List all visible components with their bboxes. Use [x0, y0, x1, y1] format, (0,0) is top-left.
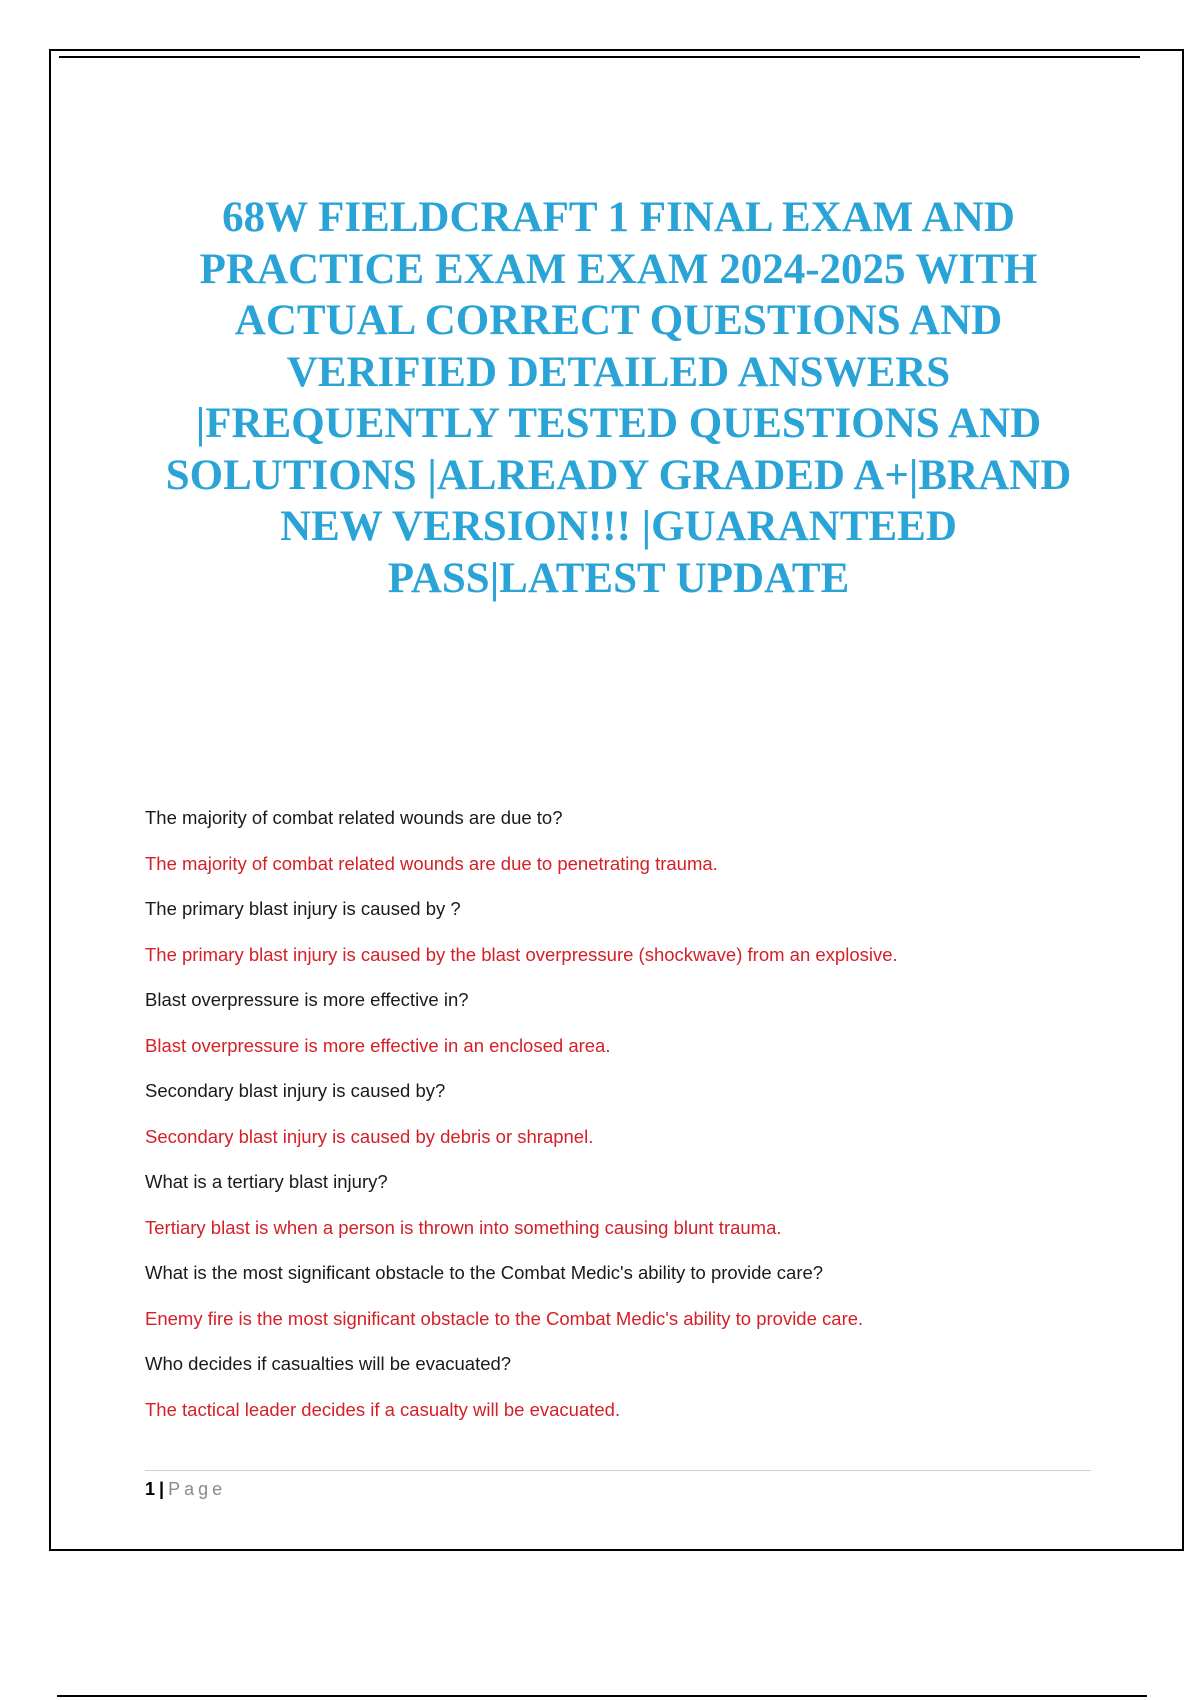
footer-rule — [145, 1470, 1091, 1471]
title-line: ACTUAL CORRECT QUESTIONS AND — [234, 297, 1003, 344]
answer-text: The tactical leader decides if a casualty will be evacuated. — [145, 1398, 621, 1420]
question-text: What is the most significant obstacle to the Combat Medic's ability to provide care? — [145, 1262, 824, 1283]
title-line: PRACTICE EXAM EXAM 2024-2025 WITH — [199, 245, 1038, 293]
top-rule — [59, 56, 1140, 58]
page-separator: | — [159, 1479, 165, 1499]
title-line: SOLUTIONS |ALREADY GRADED A+|BRAND — [165, 451, 1072, 499]
bottom-rule — [57, 1695, 1147, 1697]
question-text: Secondary blast injury is caused by? — [145, 1080, 446, 1101]
title-line: 68W FIELDCRAFT 1 FINAL EXAM AND — [222, 194, 1015, 241]
answer-text: Tertiary blast is when a person is thrown into something causing blunt trauma. — [145, 1216, 782, 1238]
answer-text: The primary blast injury is caused by the blast overpressure (shockwave) from an explosive. — [145, 943, 898, 965]
question-text: What is a tertiary blast injury? — [145, 1171, 388, 1192]
page-footer — [145, 1478, 226, 1500]
answer-text: Enemy fire is the most significant obstacle to the Combat Medic's ability to provide care. — [145, 1307, 864, 1329]
answer-text: Secondary blast injury is caused by debris or shrapnel. — [145, 1125, 594, 1147]
answer-text: Blast overpressure is more effective in an enclosed area. — [145, 1034, 611, 1056]
page-number: 1 — [145, 1479, 156, 1499]
question-text: Blast overpressure is more effective in? — [145, 989, 469, 1010]
answer-text: The majority of combat related wounds are due to penetrating trauma. — [145, 852, 718, 874]
question-text: The majority of combat related wounds are due to? — [145, 807, 563, 828]
title-line: VERIFIED DETAILED ANSWERS — [286, 348, 951, 396]
question-text: The primary blast injury is caused by ? — [145, 898, 461, 919]
title-line: |FREQUENTLY TESTED QUESTIONS AND — [195, 400, 1042, 447]
document-title — [151, 192, 1086, 604]
page-frame — [49, 49, 1184, 1551]
title-line: NEW VERSION!!! |GUARANTEED — [280, 503, 957, 550]
question-text: Who decides if casualties will be evacuated? — [145, 1353, 512, 1374]
page-label: Page — [168, 1479, 227, 1499]
qa-list — [145, 807, 1125, 1444]
title-line: PASS|LATEST UPDATE — [387, 554, 850, 602]
